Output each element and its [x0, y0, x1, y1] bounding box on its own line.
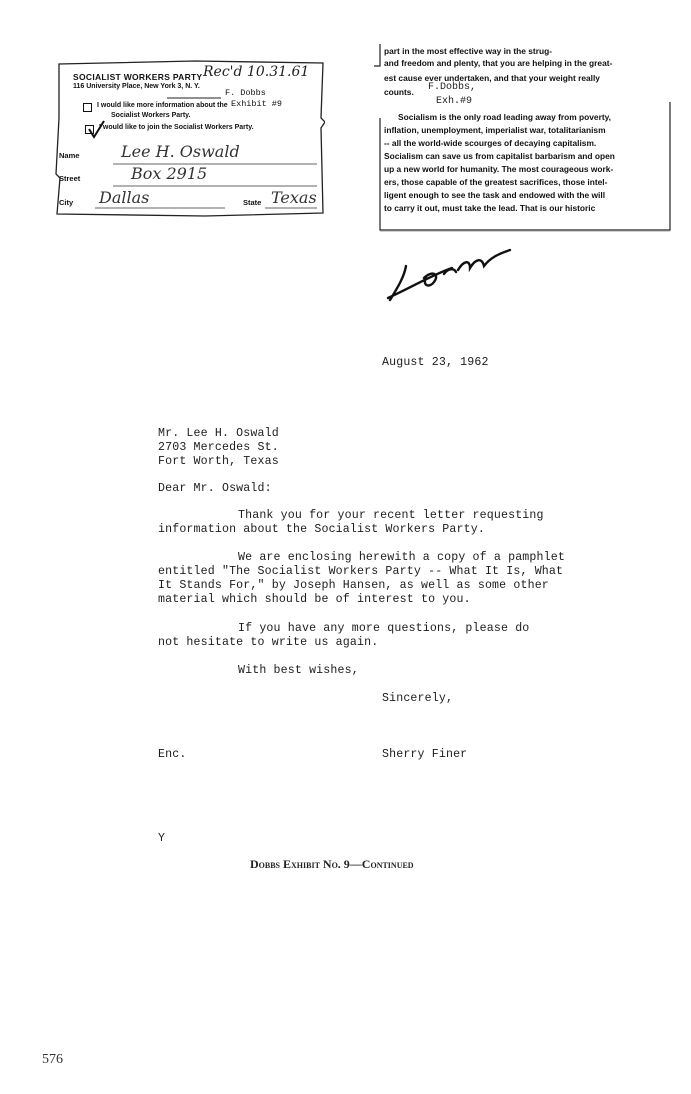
article-line-2: and freedom and plenty, that you are helping in the great- [384, 58, 613, 68]
article-line-3: est cause ever undertaken, and that your weight really [384, 73, 600, 83]
typist-initial: Y [158, 832, 166, 845]
article-paragraph-line-6: ers, those capable of the greatest sacrifices, those intel- [384, 177, 608, 187]
article-exhibit-label: F.Dobbs, [428, 82, 477, 93]
article-line-1: part in the most effective way in the strug- [384, 46, 552, 56]
membership-coupon-clipping [55, 58, 325, 218]
state-label: State [243, 198, 262, 207]
body-line-6: material which should be of interest to you. [158, 593, 471, 606]
body-line-3: We are enclosing herewith a copy of a pamphlet [238, 551, 565, 564]
city-value-handwritten: Dallas [99, 188, 150, 207]
signature-name: Sherry Finer [382, 748, 468, 761]
best-wishes: With best wishes, [238, 664, 359, 677]
option-info-label-2: Socialist Workers Party. [111, 112, 191, 119]
recipient-name: Mr. Lee H. Oswald [158, 427, 279, 440]
closing: Sincerely, [382, 692, 454, 705]
letter-date: August 23, 1962 [382, 356, 489, 369]
coupon-org-name: SOCIALIST WORKERS PARTY [73, 72, 203, 82]
name-value-handwritten: Lee H. Oswald [121, 142, 240, 161]
coupon-exhibit-label: F. Dobbs [225, 88, 266, 98]
enclosure-note: Enc. [158, 748, 187, 761]
option-info-label: I would like more information about the [97, 102, 228, 109]
page-number: 576 [42, 1052, 63, 1067]
coupon-address: 116 University Place, New York 3, N. Y. [73, 83, 200, 90]
article-line-4: counts. [384, 87, 414, 97]
article-paragraph-line-7: ligent enough to see the task and endowed with the will [384, 190, 606, 200]
recipient-city: Fort Worth, Texas [158, 455, 279, 468]
street-label: Street [59, 174, 81, 183]
body-line-7: If you have any more questions, please do [238, 622, 530, 635]
body-line-8: not hesitate to write us again. [158, 636, 379, 649]
body-line-4: entitled "The Socialist Workers Party -- What It Is, What [158, 565, 564, 578]
article-exhibit-number: Exh.#9 [436, 96, 473, 107]
article-clipping [372, 42, 672, 232]
city-label: City [59, 198, 74, 207]
article-paragraph-line-3: -- all the world-wide scourges of decaying capitalism. [384, 138, 597, 148]
coupon-exhibit-number: Exhibit #9 [231, 99, 283, 109]
option-join-label: I would like to join the Socialist Workers Party. [99, 124, 254, 131]
article-paragraph-line-2: inflation, unemployment, imperialist war, totalitarianism [384, 125, 606, 135]
exhibit-caption: Dobbs Exhibit No. 9—Continued [250, 857, 414, 871]
article-paragraph-line-4: Socialism can save us from capitalist barbarism and open [384, 151, 615, 161]
street-value-handwritten: Box 2915 [131, 164, 208, 183]
name-label: Name [59, 151, 80, 160]
recipient-street: 2703 Mercedes St. [158, 441, 279, 454]
body-line-1: Thank you for your recent letter requesting [238, 509, 544, 522]
body-line-5: It Stands For," by Joseph Hansen, as well as some other [158, 579, 549, 592]
article-paragraph-line-8: to carry it out, must take the lead. That is our historic [384, 203, 596, 213]
body-line-2: information about the Socialist Workers Party. [158, 523, 485, 536]
article-paragraph-line-1: Socialism is the only road leading away from poverty, [398, 112, 612, 122]
salutation: Dear Mr. Oswald: [158, 482, 272, 495]
state-value-handwritten: Texas [271, 188, 317, 207]
join-checkbox-checked [85, 125, 94, 134]
received-stamp: Rec'd 10.31.61 [203, 64, 310, 80]
handwritten-mark-text [0, 0, 1, 1]
info-checkbox [83, 103, 92, 112]
article-paragraph-line-5: up a new world for humanity. The most courageous work- [384, 164, 614, 174]
handwritten-mark [384, 238, 524, 308]
